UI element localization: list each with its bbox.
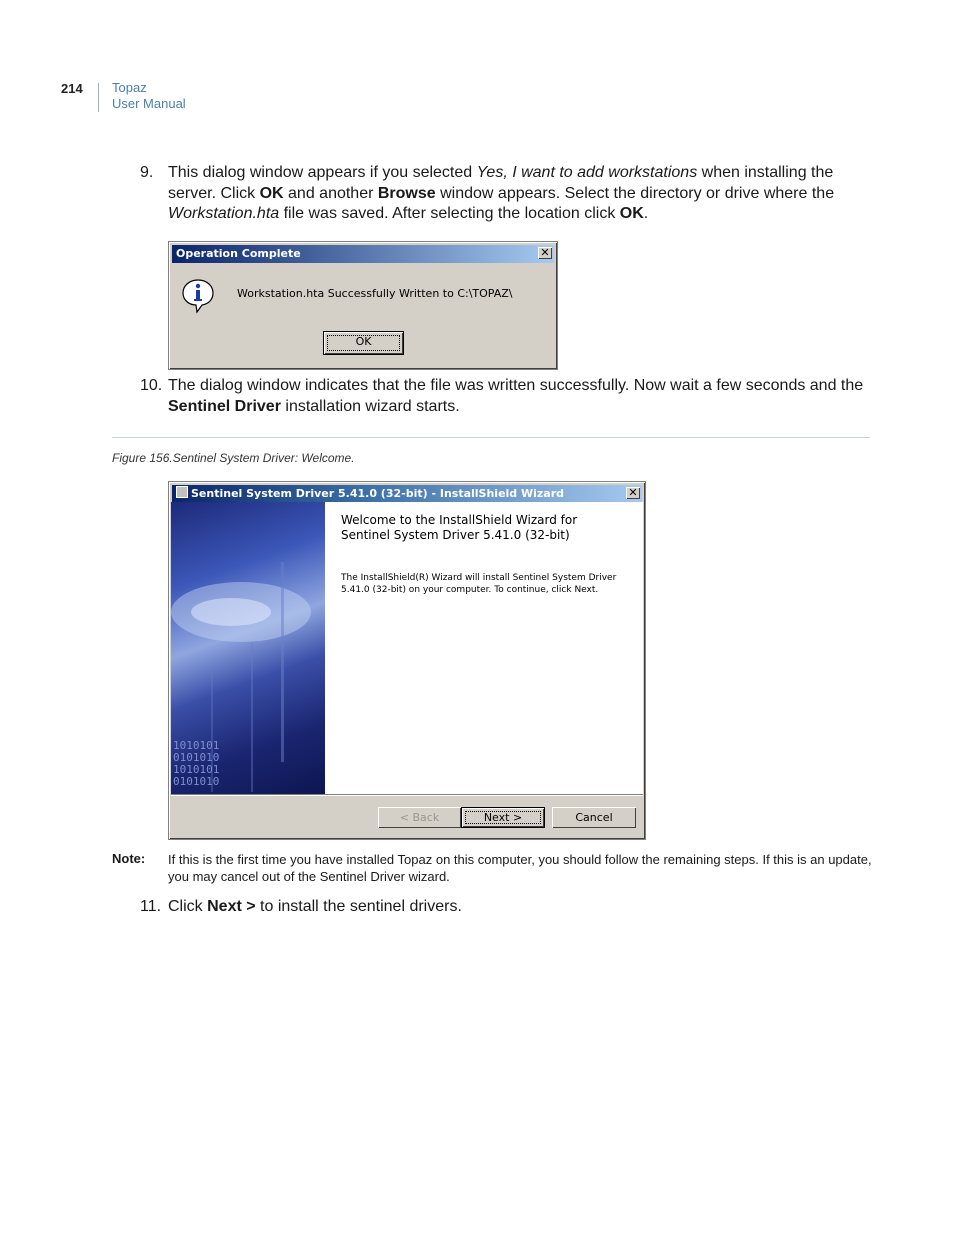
text-run: Click — [168, 898, 208, 915]
bold-text: Next > — [207, 898, 256, 915]
next-button[interactable] — [461, 807, 545, 828]
button-bar-divider — [171, 794, 643, 796]
text-run: to install the sentinel drivers. — [255, 898, 462, 915]
focus-ring — [327, 335, 400, 351]
wizard-heading-line-1: Welcome to the InstallShield Wizard for — [341, 513, 578, 527]
text-run: when installing the server. Click — [168, 164, 838, 202]
wizard-title: Sentinel System Driver 5.41.0 (32-bit) - InstallShield Wizard — [191, 487, 565, 500]
dialog-message: Workstation.hta Successfully Written to C:\TOPAZ\ — [237, 287, 513, 300]
wizard-heading-line-2: Sentinel System Driver 5.41.0 (32-bit) — [341, 528, 570, 542]
dialog-title: Operation Complete — [176, 247, 301, 260]
ok-button-label: OK — [355, 335, 372, 348]
wizard-banner-image — [171, 502, 325, 794]
step-number: 11. — [140, 898, 162, 915]
step-text — [168, 897, 868, 918]
text-run: window appears. Select the directory or drive where the — [435, 184, 839, 202]
dialog-titlebar — [172, 245, 554, 263]
note-text: If this is the first time you have installed Topaz on this computer, you should follow the remaining steps. If this is an update, you may cancel out of the Sentinel Driver wizard. — [168, 852, 872, 884]
manual-name: User Manual — [112, 96, 186, 111]
app-icon — [176, 486, 188, 498]
ok-button[interactable] — [323, 331, 404, 355]
wizard-heading — [341, 513, 577, 543]
bold-text: OK — [619, 205, 644, 222]
product-name: Topaz — [112, 80, 147, 95]
close-icon[interactable]: ✕ — [538, 247, 552, 259]
wizard-body-line-2: 5.41.0 (32-bit) on your computer. To continue, click Next. — [341, 585, 599, 595]
close-icon[interactable]: ✕ — [626, 487, 640, 499]
focus-ring — [465, 811, 541, 824]
step-text — [168, 376, 868, 417]
cancel-button[interactable]: Cancel — [552, 807, 636, 828]
bold-text: Sentinel Driver — [168, 397, 281, 415]
back-button[interactable]: < Back — [378, 807, 461, 828]
info-icon — [181, 278, 215, 314]
text-run: The dialog window indicates that the file was written successfully. Now wait a few seconds and the — [168, 377, 868, 394]
section-divider — [112, 437, 870, 438]
binary-art-text: 1010101 0101010 1010101 0101010 — [173, 739, 220, 788]
note-label: Note: — [112, 851, 146, 866]
wizard-content-panel — [325, 502, 643, 794]
header-divider — [98, 83, 99, 112]
step-text — [168, 163, 868, 225]
step-number: 10. — [140, 377, 163, 394]
text-run: This dialog window appears if you selected — [168, 164, 477, 181]
text-run: . — [643, 205, 649, 222]
wizard-body-line-1: The InstallShield(R) Wizard will install Sentinel System Driver — [341, 573, 617, 583]
bold-text: OK — [259, 184, 284, 202]
italic-text: Yes, I want to add workstations — [476, 164, 698, 181]
text-run: installation wizard starts. — [280, 397, 460, 415]
text-run: and another — [283, 184, 378, 202]
text-run: file was saved. After selecting the location click — [279, 205, 620, 222]
italic-text: Workstation.hta — [168, 205, 280, 222]
figure-caption: Figure 156.Sentinel System Driver: Welcome. — [112, 451, 355, 465]
step-number: 9. — [140, 164, 154, 181]
wizard-body — [341, 572, 616, 596]
wizard-titlebar — [172, 485, 642, 503]
doc-title — [112, 80, 186, 112]
page-number: 214 — [61, 81, 83, 96]
next-button-label: Next > — [483, 811, 523, 824]
operation-complete-dialog — [168, 241, 558, 370]
bold-text: Browse — [377, 184, 436, 202]
installshield-wizard-window — [168, 481, 646, 840]
